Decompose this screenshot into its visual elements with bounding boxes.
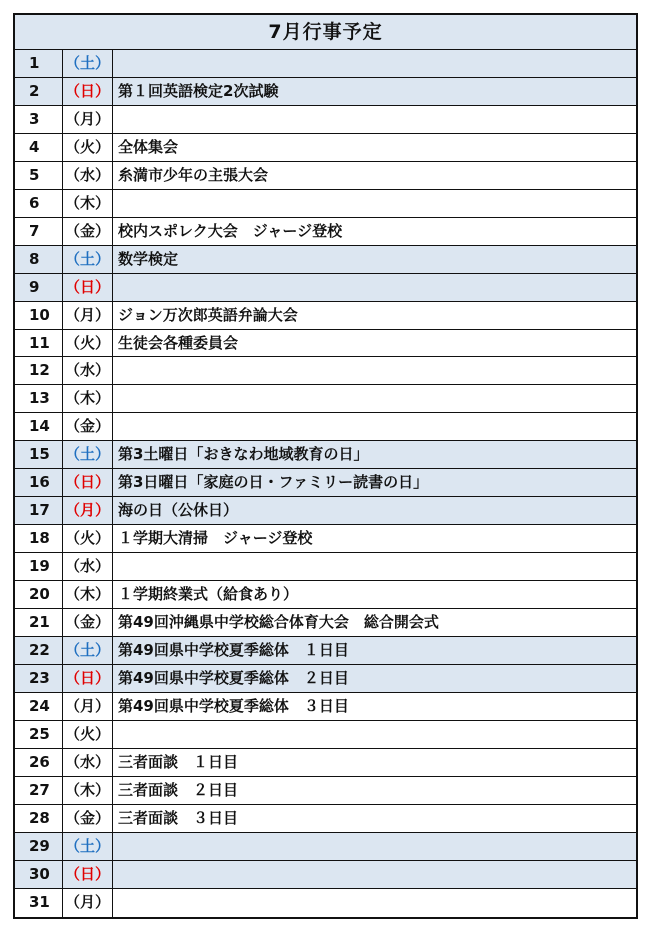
event-text: ジョン万次郎英語弁論大会 <box>118 305 298 324</box>
schedule-row <box>15 665 636 693</box>
weekday-label: （水） <box>63 749 113 776</box>
schedule-row <box>15 441 636 469</box>
weekday-label: （金） <box>63 413 113 440</box>
schedule-row <box>15 274 636 302</box>
schedule-row <box>15 721 636 749</box>
schedule-row <box>15 805 636 833</box>
schedule-row <box>15 609 636 637</box>
schedule-row <box>15 78 636 106</box>
event-text: 校内スポレク大会 ジャージ登校 <box>118 221 343 240</box>
weekday-label: （日） <box>63 861 113 888</box>
weekday-label: （月） <box>63 693 113 720</box>
schedule-row <box>15 246 636 274</box>
event-text <box>113 385 636 412</box>
schedule-row <box>15 106 636 134</box>
event-text: 第3土曜日「おきなわ地域教育の日」 <box>118 445 369 464</box>
weekday-label: （月） <box>63 302 113 329</box>
event-text: 生徒会各種委員会 <box>118 333 239 352</box>
schedule-row <box>15 497 636 525</box>
schedule-row <box>15 749 636 777</box>
event-text: 全体集会 <box>118 137 179 156</box>
event-text <box>113 50 636 77</box>
schedule-row <box>15 889 636 917</box>
event-text <box>113 413 636 440</box>
day-number: 5 <box>15 162 63 189</box>
day-number: 2 <box>15 78 63 105</box>
schedule-row <box>15 861 636 889</box>
event-text <box>113 833 636 860</box>
weekday-label: （土） <box>63 833 113 860</box>
event-text <box>113 106 636 133</box>
day-number: 25 <box>15 721 63 748</box>
schedule-row <box>15 553 636 581</box>
event-text <box>113 274 636 301</box>
event-text: １学期大清掃 ジャージ登校 <box>118 529 313 548</box>
day-number: 27 <box>15 777 63 804</box>
schedule-row <box>15 162 636 190</box>
weekday-label: （日） <box>63 78 113 105</box>
schedule-row <box>15 833 636 861</box>
weekday-label: （金） <box>63 609 113 636</box>
day-number: 13 <box>15 385 63 412</box>
schedule-row <box>15 637 636 665</box>
day-number: 28 <box>15 805 63 832</box>
day-number: 22 <box>15 637 63 664</box>
event-text <box>113 190 636 217</box>
weekday-label: （木） <box>63 190 113 217</box>
weekday-label: （火） <box>63 134 113 161</box>
day-number: 3 <box>15 106 63 133</box>
day-number: 17 <box>15 497 63 524</box>
day-number: 9 <box>15 274 63 301</box>
schedule-row <box>15 190 636 218</box>
weekday-label: （木） <box>63 581 113 608</box>
schedule-rows <box>15 50 636 917</box>
event-text: 三者面談 ３日目 <box>118 808 239 827</box>
weekday-label: （日） <box>63 469 113 496</box>
schedule-row <box>15 50 636 78</box>
schedule-row <box>15 413 636 441</box>
schedule-row <box>15 525 636 553</box>
event-text: 三者面談 ２日目 <box>118 780 239 799</box>
weekday-label: （金） <box>63 805 113 832</box>
schedule-title: 7月行事予定 <box>15 15 636 50</box>
schedule-table <box>13 13 638 919</box>
schedule-row <box>15 385 636 413</box>
weekday-label: （木） <box>63 385 113 412</box>
weekday-label: （土） <box>63 50 113 77</box>
event-text <box>113 861 636 888</box>
weekday-label: （日） <box>63 274 113 301</box>
day-number: 21 <box>15 609 63 636</box>
weekday-label: （火） <box>63 525 113 552</box>
day-number: 6 <box>15 190 63 217</box>
weekday-label: （月） <box>63 106 113 133</box>
event-text: 糸満市少年の主張大会 <box>118 165 269 184</box>
day-number: 31 <box>15 889 63 917</box>
day-number: 19 <box>15 553 63 580</box>
schedule-row <box>15 777 636 805</box>
event-text <box>113 553 636 580</box>
day-number: 30 <box>15 861 63 888</box>
day-number: 1 <box>15 50 63 77</box>
event-text: 第49回県中学校夏季総体 ３日目 <box>118 696 349 715</box>
weekday-label: （土） <box>63 637 113 664</box>
day-number: 10 <box>15 302 63 329</box>
schedule-row <box>15 693 636 721</box>
event-text: 海の日（公休日） <box>118 501 239 520</box>
weekday-label: （土） <box>63 246 113 273</box>
event-text <box>113 721 636 748</box>
day-number: 20 <box>15 581 63 608</box>
event-text: １学期終業式（給食あり） <box>118 585 299 604</box>
day-number: 15 <box>15 441 63 468</box>
weekday-label: （月） <box>63 497 113 524</box>
event-text: 第１回英語検定2次試験 <box>118 81 279 100</box>
day-number: 11 <box>15 330 63 357</box>
schedule-row <box>15 357 636 385</box>
event-text <box>113 889 636 917</box>
day-number: 7 <box>15 218 63 245</box>
weekday-label: （月） <box>63 889 113 917</box>
weekday-label: （火） <box>63 330 113 357</box>
weekday-label: （火） <box>63 721 113 748</box>
day-number: 8 <box>15 246 63 273</box>
event-text: 数学検定 <box>118 249 179 268</box>
event-text: 第49回県中学校夏季総体 １日目 <box>118 641 349 660</box>
day-number: 26 <box>15 749 63 776</box>
day-number: 24 <box>15 693 63 720</box>
weekday-label: （木） <box>63 777 113 804</box>
schedule-row <box>15 218 636 246</box>
event-text: 第49回県中学校夏季総体 ２日目 <box>118 668 349 687</box>
weekday-label: （土） <box>63 441 113 468</box>
schedule-row <box>15 581 636 609</box>
weekday-label: （水） <box>63 553 113 580</box>
weekday-label: （日） <box>63 665 113 692</box>
schedule-row <box>15 330 636 358</box>
schedule-row <box>15 469 636 497</box>
day-number: 16 <box>15 469 63 496</box>
day-number: 23 <box>15 665 63 692</box>
weekday-label: （水） <box>63 162 113 189</box>
weekday-label: （水） <box>63 357 113 384</box>
event-text: 第3日曜日「家庭の日・ファミリー読書の日」 <box>118 473 429 492</box>
day-number: 4 <box>15 134 63 161</box>
day-number: 18 <box>15 525 63 552</box>
event-text: 第49回沖縄県中学校総合体育大会 総合開会式 <box>118 613 439 632</box>
weekday-label: （金） <box>63 218 113 245</box>
schedule-row <box>15 134 636 162</box>
schedule-row <box>15 302 636 330</box>
event-text: 三者面談 １日目 <box>118 752 239 771</box>
event-text <box>113 357 636 384</box>
day-number: 12 <box>15 357 63 384</box>
day-number: 29 <box>15 833 63 860</box>
day-number: 14 <box>15 413 63 440</box>
